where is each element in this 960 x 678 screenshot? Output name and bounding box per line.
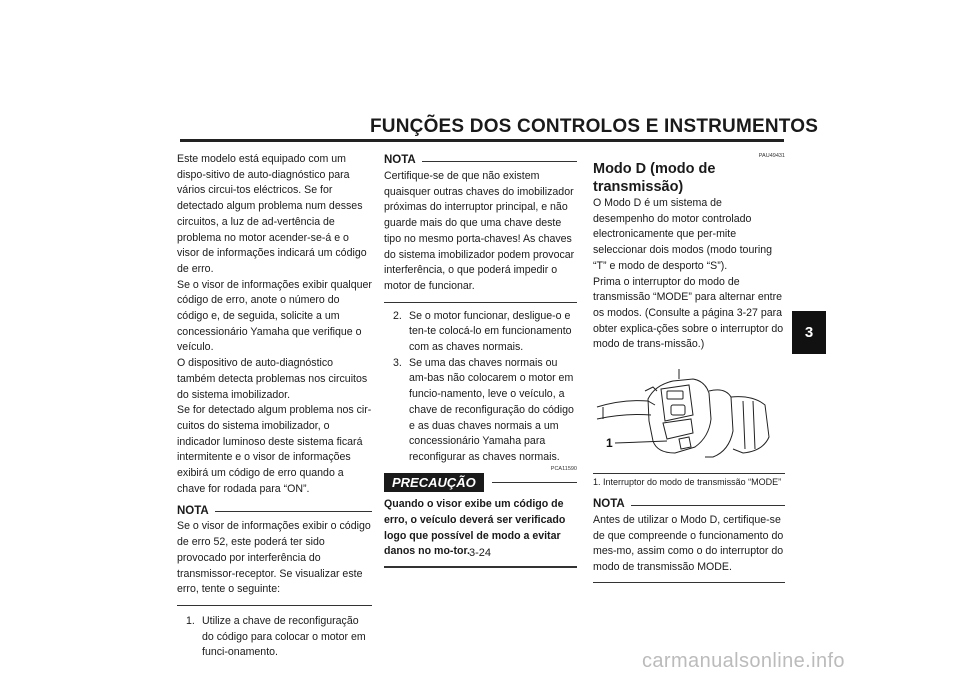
column-3: [593, 153, 785, 583]
caution-heading: [384, 473, 577, 493]
nota-text: Certifique-se de que não existem quaisquer outras chaves do imobilizador próximas do interruptor principal, e não guarde mais do que uma chave deste tipo no mesmo porta-chaves! As chaves do sistema imobilizador podem provocar interferência, o que poderá impedir o motor de funcionar.: [384, 170, 575, 292]
column-1: [177, 152, 372, 661]
nota-heading: [593, 497, 785, 513]
paragraph: O Modo D é um sistema de desempenho do motor controlado electronicamente que per-mite seleccionar dois modos (modo touring “T” e modo de desporto “S”).: [593, 197, 773, 272]
nota-rule: [215, 511, 372, 512]
nota-divider: [384, 302, 577, 303]
paragraph: Este modelo está equipado com um dispo-sitivo de auto-diagnóstico para vários circui-tos eléctricos. Se for detectado algum problema num desses circuitos, a luz de ad-vertência de problema no motor acender-se-á e o visor de informações indicará um código de erro.: [177, 153, 367, 275]
nota-divider: [593, 582, 785, 583]
page-number: 3-24: [469, 547, 492, 559]
list-item: [384, 356, 577, 466]
nota-label: NOTA: [593, 498, 625, 511]
handlebar-switch-figure: [593, 361, 785, 473]
nota-heading: [384, 153, 577, 169]
paragraph: Se o visor de informações exibir qualquer código de erro, anote o número do código e, de seguida, solicite a um concessionário Yamaha que verifique o veículo.: [177, 278, 372, 354]
nota-divider: [177, 605, 372, 606]
footer-watermark: carmanualsonline.info: [642, 650, 845, 672]
nota-text: Antes de utilizar o Modo D, certifique-se de que compreende o funcionamento do mes-mo, assim como o do interruptor do modo de transmissão MODE.: [593, 514, 784, 574]
list-number: 3.: [393, 356, 402, 369]
nota-text: Se o visor de informações exibir o código de erro 52, este poderá ter sido provocado por interferência do transmissor-receptor. Se visualizar este erro, tente o seguinte:: [177, 520, 371, 596]
paragraph: Se for detectado algum problema nos cir-cuitos do sistema imobilizador, o indicador luminoso deste sistema ficará intermitente e o visor de informações exibirá um código de erro quando a chave for rodada para “ON”.: [177, 404, 372, 495]
figure-caption: 1. Interruptor do modo de transmissão “MODE”: [593, 477, 782, 488]
paragraph: O dispositivo de auto-diagnóstico também detecta problemas nos circuitos do sistema imobilizador.: [177, 357, 368, 401]
list-text: Utilize a chave de reconfiguração do código para colocar o motor em funci-onamento.: [202, 614, 366, 659]
list-text: Se o motor funcionar, desligue-o e ten-te colocá-lo em funcionamento com as chaves normais.: [409, 309, 572, 354]
nota-rule: [422, 161, 577, 162]
paragraph: Prima o interruptor do modo de transmissão “MODE” para alternar entre os modos. (Consulte a página 3-27 para obter explica-ções sobre o interruptor do modo de trans-missão.): [593, 275, 784, 351]
caution-label: PRECAUÇÃO: [384, 473, 484, 493]
header-rule: [180, 139, 784, 142]
chapter-tab: 3: [792, 311, 826, 354]
list-number: 2.: [393, 309, 402, 322]
caution-code: PCA11590: [550, 465, 577, 472]
handlebar-switch-illustration: [593, 361, 785, 473]
list-item: [384, 309, 577, 356]
caution-text: Quando o visor exibe um código de erro, o veículo deverá ser verificado logo que possível de modo a evitar danos no mo-tor.: [384, 498, 566, 558]
column-2: [384, 153, 577, 568]
caution-rule: [492, 482, 577, 484]
caution-divider: [384, 566, 577, 568]
nota-label: NOTA: [177, 504, 209, 517]
page-header-title: FUNÇÕES DOS CONTROLOS E INSTRUMENTOS: [370, 116, 819, 137]
nota-rule: [631, 505, 785, 506]
list-text: Se uma das chaves normais ou am-bas não colocarem o motor em funcio-namento, leve o veículo, a chave de reconfiguração do código e as duas chaves normais a um concessionário Yamaha para reconfigurar as chaves normais.: [409, 356, 574, 463]
section-title: Modo D (modo de transmissão): [593, 161, 716, 195]
list-number: 1.: [186, 614, 195, 627]
figure-divider: [593, 473, 785, 474]
section-code: PAU49431: [758, 153, 785, 159]
list-item: [177, 614, 372, 661]
nota-label: NOTA: [384, 154, 416, 167]
figure-callout-number: 1: [606, 436, 613, 451]
nota-heading: [177, 503, 372, 519]
